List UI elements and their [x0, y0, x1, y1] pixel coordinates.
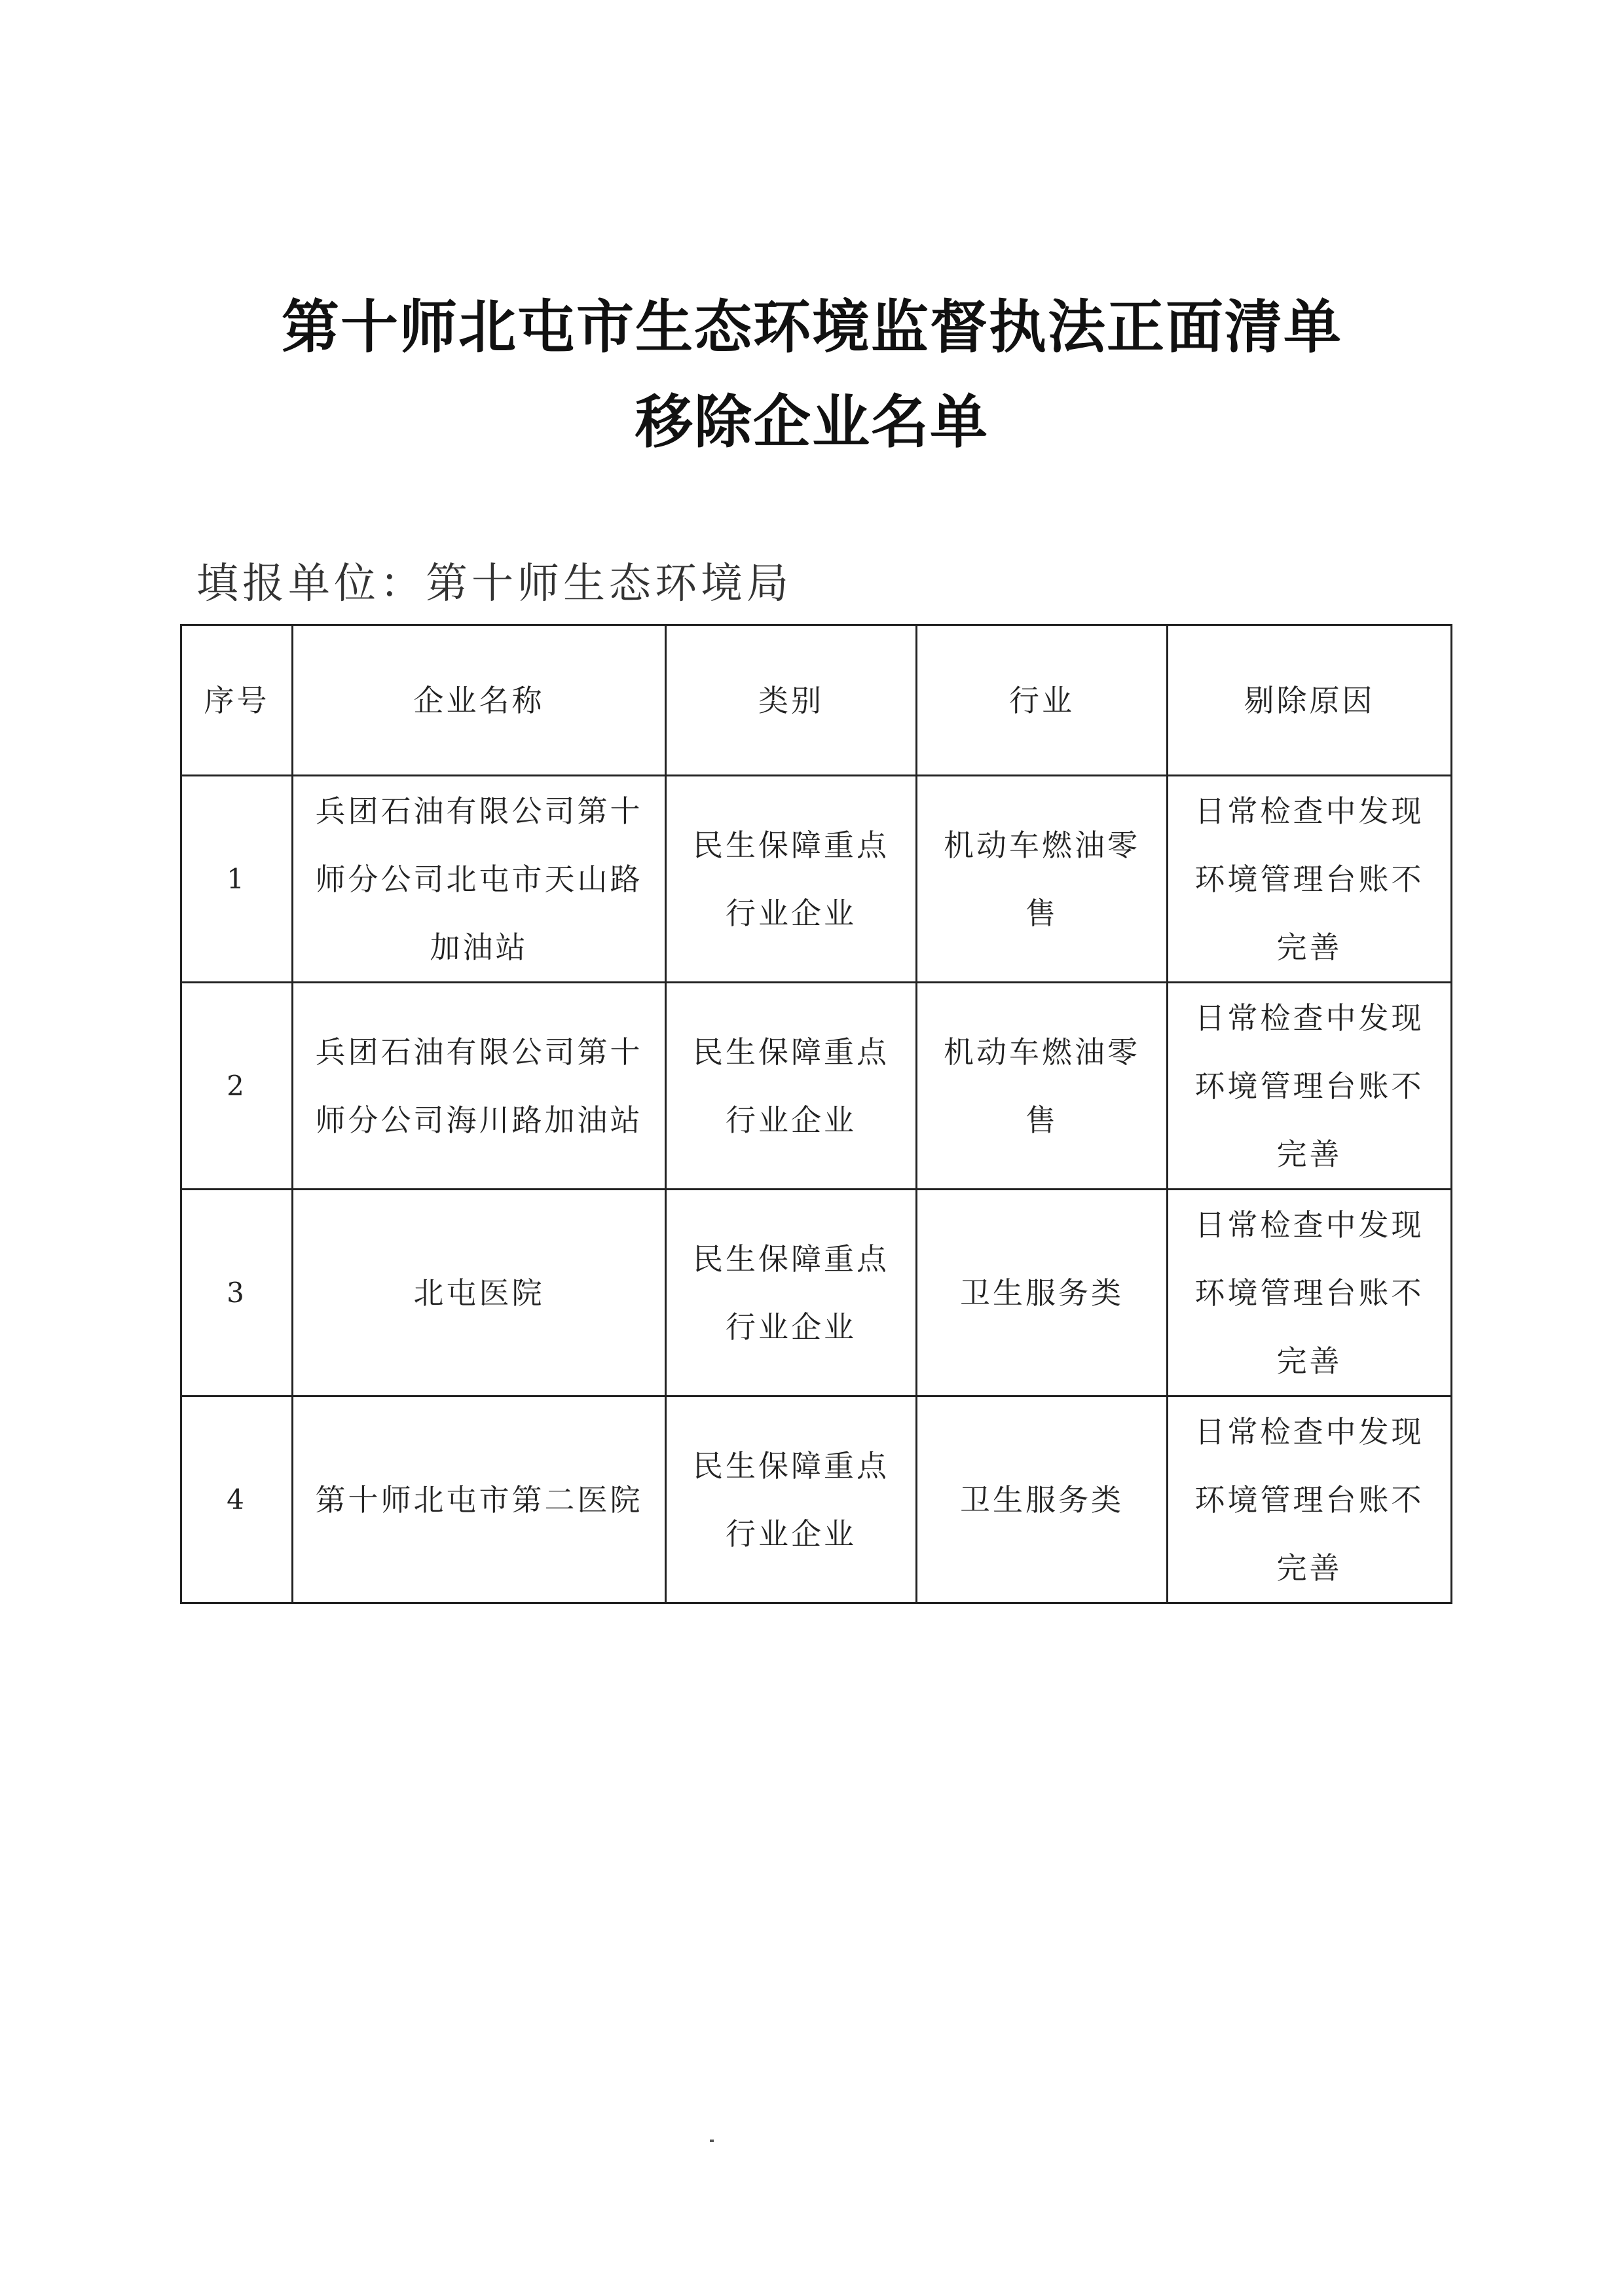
- cell-industry: 卫生服务类: [917, 1190, 1168, 1396]
- cell-category: 民生保障重点行业企业: [666, 1190, 917, 1396]
- header-industry: 行业: [917, 625, 1168, 776]
- page-title-line-2: 移除企业名单: [635, 388, 989, 456]
- table-row: [181, 1396, 1452, 1603]
- cell-name: 北屯医院: [293, 1190, 666, 1396]
- header-reason: 剔除原因: [1168, 625, 1452, 776]
- cell-industry: 机动车燃油零售: [917, 776, 1168, 983]
- table-header-row: [181, 625, 1452, 776]
- header-name: 企业名称: [293, 625, 666, 776]
- cell-category: 民生保障重点行业企业: [666, 1396, 917, 1603]
- cell-name: 第十师北屯市第二医院: [293, 1396, 666, 1603]
- table-row: [181, 983, 1452, 1190]
- cell-seq: 3: [181, 1190, 293, 1396]
- page-title-line-1: 第十师北屯市生态环境监督执法正面清单: [281, 293, 1342, 361]
- cell-reason: 日常检查中发现环境管理台账不完善: [1168, 1190, 1452, 1396]
- table-row: [181, 1190, 1452, 1396]
- cell-category: 民生保障重点行业企业: [666, 983, 917, 1190]
- cell-category: 民生保障重点行业企业: [666, 776, 917, 983]
- cell-reason: 日常检查中发现环境管理台账不完善: [1168, 983, 1452, 1190]
- header-seq: 序号: [181, 625, 293, 776]
- cell-name: 兵团石油有限公司第十师分公司海川路加油站: [293, 983, 666, 1190]
- cell-seq: 1: [181, 776, 293, 983]
- scan-speck: [710, 2140, 714, 2142]
- reporting-unit: 填报单位：第十师生态环境局: [196, 560, 792, 608]
- cell-industry: 机动车燃油零售: [917, 983, 1168, 1190]
- cell-industry: 卫生服务类: [917, 1396, 1168, 1603]
- cell-seq: 2: [181, 983, 293, 1190]
- cell-name: 兵团石油有限公司第十师分公司北屯市天山路加油站: [293, 776, 666, 983]
- table-row: [181, 776, 1452, 983]
- cell-seq: 4: [181, 1396, 293, 1603]
- cell-reason: 日常检查中发现环境管理台账不完善: [1168, 1396, 1452, 1603]
- cell-reason: 日常检查中发现环境管理台账不完善: [1168, 776, 1452, 983]
- header-category: 类别: [666, 625, 917, 776]
- enterprise-table: [180, 624, 1452, 1604]
